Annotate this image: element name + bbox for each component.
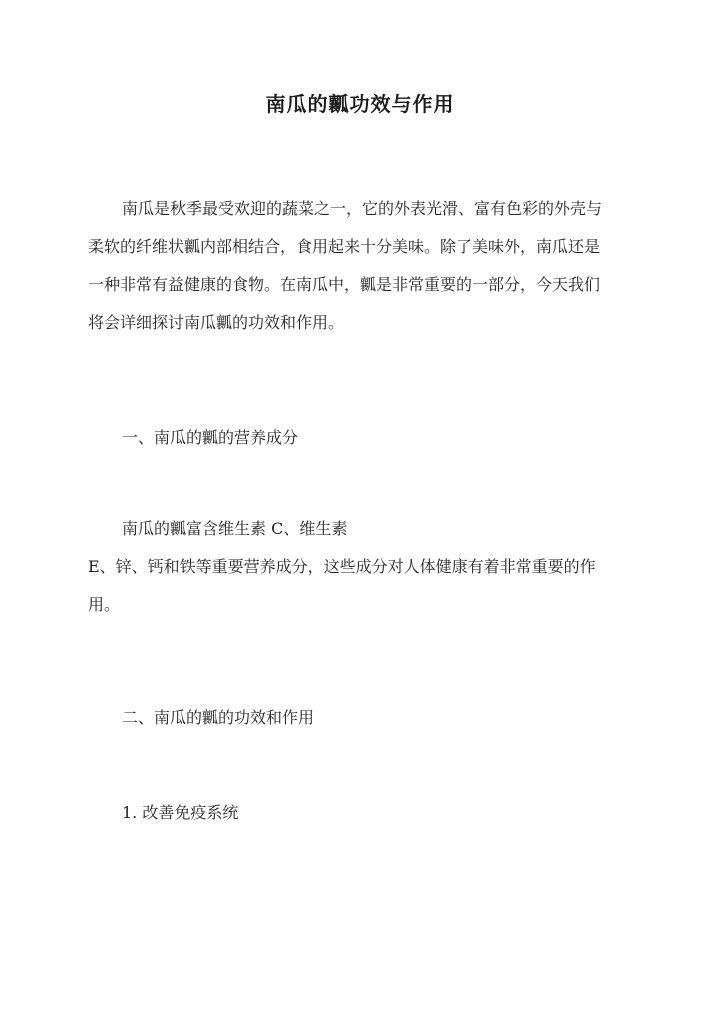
section-2-item-1: 1. 改善免疫系统	[122, 803, 239, 822]
section-1-paragraph	[88, 510, 636, 624]
section-1-line: E、锌、钙和铁等重要营养成分，这些成分对人体健康有着非常重要的作	[88, 557, 596, 576]
intro-line: 柔软的纤维状瓤内部相结合，食用起来十分美味。除了美味外，南瓜还是	[88, 237, 601, 256]
section-1-heading: 一、南瓜的瓤的营养成分	[122, 428, 299, 447]
section-1-line: 南瓜的瓤富含维生素 C、维生素	[122, 519, 348, 538]
intro-line: 一种非常有益健康的食物。在南瓜中，瓤是非常重要的一部分，今天我们	[88, 275, 601, 294]
intro-paragraph	[88, 190, 636, 342]
document-title: 南瓜的瓤功效与作用	[265, 92, 455, 116]
intro-line: 将会详细探讨南瓜瓤的功效和作用。	[88, 313, 345, 332]
intro-line: 南瓜是秋季最受欢迎的蔬菜之一，它的外表光滑、富有色彩的外壳与	[122, 199, 603, 218]
section-2-heading: 二、南瓜的瓤的功效和作用	[122, 708, 315, 727]
section-1-line: 用。	[88, 595, 121, 614]
